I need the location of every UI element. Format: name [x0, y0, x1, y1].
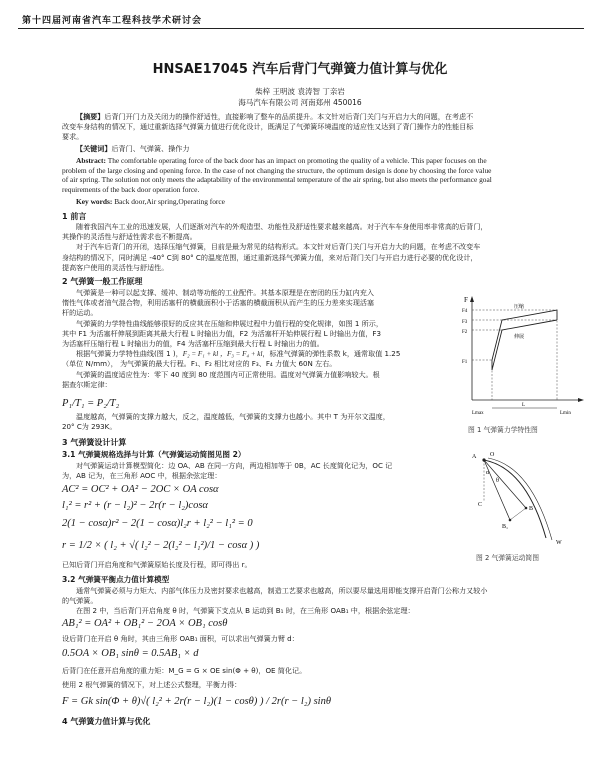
- abstract-cn-line: 后背门开门力及关闭力的操作舒适性，直接影响了整车的品质提升。本文针对后背门关门与开启力大的问题，在考虑不: [104, 112, 474, 121]
- fig1-label-lmax: Lmax: [472, 411, 484, 416]
- formula-inline: F₂ = F₁ + kl ，F₃ = F₄ + kl: [182, 350, 263, 359]
- equation-2: l₁² = r² + (r − l₂)² − 2r(r − l₂)cosα: [62, 500, 208, 511]
- fig1-compression-curve: [492, 310, 557, 360]
- keywords-en: [76, 197, 225, 207]
- abstract-cn-label: 【摘要】: [76, 112, 105, 121]
- fig2-label-b1: B₁: [502, 524, 509, 530]
- equation-3: 2(1 − cosα)r² − 2(1 − cosα)l₂r + l₂² − l₁² = 0: [62, 518, 253, 529]
- fig1-x-arrow: [578, 398, 584, 402]
- abstract-en-line: problem of the large closing and opening force. In the case of not changing the structure, the optimum design is done by choosing the force value: [62, 165, 492, 175]
- keywords-cn-label: 【关键词】: [76, 144, 112, 153]
- body-line: 对于汽车后背门的开闭，选择压缩气弹簧，目前是最为常见的结构形式。本文针对后背门关门与开启力大的问题，在考虑不改变车: [76, 242, 481, 252]
- fig1-label-l: L: [522, 403, 526, 408]
- keywords-cn-text: 后背门、气弹簧、操作力: [111, 144, 190, 153]
- fig1-label-f2: F2: [462, 330, 468, 335]
- abstract-cn-line: 要求。: [62, 132, 84, 142]
- fig1-label-f4: F4: [462, 309, 468, 314]
- fig2-label-b: B: [529, 506, 534, 512]
- abstract-cn-line: 改变车身结构的情况下，通过重新选择气弹簧力值进行优化设计，既满足了气弹簧环境温度的适应性又达到了背门操作力的性能目标: [62, 122, 474, 132]
- body-line: 20° C为 293K。: [62, 422, 117, 432]
- body-line: 的气弹簧。: [62, 596, 98, 606]
- body-line: 据查尔斯定律：: [62, 379, 112, 389]
- keywords-cn: [76, 144, 190, 154]
- figure-1-caption: 图 1 气弹簧力学特性图: [468, 426, 538, 434]
- fig2-point: [525, 507, 528, 510]
- keywords-en-text: Back door,Air spring,Operating force: [114, 197, 225, 206]
- fig2-pivot: [482, 458, 485, 461]
- equation-7: F = Gk sin(Φ + θ)√( l₂² + 2r(r − l₂)(1 − cosθ) ) / 2r(r − l₂) sinθ: [62, 696, 331, 707]
- fig2-point: [509, 519, 512, 522]
- fig2-label-theta: θ: [496, 478, 499, 484]
- section-3-1-body: [62, 461, 462, 481]
- fig1-y-arrow: [470, 296, 474, 302]
- formula-line: [62, 349, 457, 359]
- equation-6: 0.5OA × OB₁ sinθ = 0.5AB₁ × d: [62, 648, 199, 659]
- body-line: 杆的运动。: [62, 308, 98, 318]
- section-3-heading: 3 气弹簧设计计算: [62, 438, 127, 447]
- body-line: 通常气弹簧必须与力矩大、内部气体压力及密封要求也越高，制造工艺要求也越高，所以要尽量选用即能支撑开启背门公称力又较小: [76, 586, 488, 595]
- arm-length-note: 设后背门在开启 θ 角时，其由三角形 OAB₁ 面积，可以求出气弹簧力臂 d：: [62, 634, 299, 643]
- fig2-guide: [510, 508, 526, 520]
- section-1-heading: 1 前言: [62, 212, 87, 221]
- fig1-label-compress: 压缩: [514, 304, 525, 310]
- author-list: 柴梓 王明波 袁涛智 丁亲岩: [255, 87, 345, 96]
- equation-4: r = 1/2 × ( l₂ + √( l₂² − 2(l₂² − l₁²)/1 − cosα ) ): [62, 540, 260, 551]
- section-3-1-heading: 3.1 气弹簧规格选择与计算（气弹簧运动简图见图 2）: [62, 450, 246, 459]
- affiliation: 海马汽车有限公司 河南郑州 450016: [238, 98, 362, 107]
- figure-1-force-curve: [462, 290, 588, 418]
- section-2-heading: 2 气弹簧一般工作原理: [62, 277, 143, 286]
- fig2-label-alpha: α: [486, 470, 490, 476]
- charles-law-equation: P₁/T₁ = P₂/T₂: [62, 398, 120, 409]
- section-3-2-heading: 3.2 气弹簧平衡点力值计算模型: [62, 575, 170, 584]
- abstract-cn: [62, 112, 582, 143]
- body-line: 在图 2 中，当后背门开启角度 θ 时，气弹簧下支点从 B 运动到 B₁ 时，在三角形 OAB₁ 中，根据余弦定理：: [76, 606, 415, 616]
- header-rule: [18, 28, 584, 29]
- equation-4-note: 已知后背门开启角度和气弹簧原始长度及行程，即可得出 r。: [62, 560, 252, 569]
- formula-post: ，标准气弹簧的弹性系数 k，通常取值 1.25: [262, 349, 401, 359]
- body-line: 气弹簧的力学特性曲线能够很好的反应其在压缩和伸展过程中力值行程的变化规律，如图 1 所示，: [76, 318, 383, 328]
- body-line: 温度越高，气弹簧的支撑力越大，反之，温度越低，气弹簧的支撑力也越小。其中 T 为开尔文温度，: [76, 412, 390, 421]
- fig2-strut: [484, 460, 526, 508]
- paper-title: HNSAE17045 汽车后背门气弹簧力值计算与优化: [152, 62, 448, 77]
- balance-note: 使用 2 根气弹簧的情况下，对上述公式整理，平衡力得：: [62, 680, 242, 689]
- section-1-body: [62, 222, 587, 273]
- fig1-extension-curve: [492, 320, 557, 370]
- figure-2-caption: 图 2 气弹簧运动简图: [476, 554, 540, 562]
- fig1-label-lmin: Lmin: [560, 411, 571, 416]
- section-3-2-body: [62, 586, 587, 617]
- body-line: 其操作的灵活性与舒适性需求也不断提高。: [62, 232, 197, 242]
- abstract-en-label: Abstract:: [76, 156, 106, 165]
- fig1-label-f3: F3: [462, 320, 468, 325]
- section-4-heading: 4 气弹簧力值计算与优化: [62, 717, 151, 726]
- section-2-tail: [62, 412, 462, 432]
- body-line: 气弹簧的温度适应性为：零下 40 度到 80 度范围内可正常使用。温度对气弹簧力值影响较大。根: [76, 369, 380, 379]
- fig2-label-c: C: [478, 502, 483, 508]
- body-line: 气弹簧是一种可以起支撑、缓冲、制动等功能的工业配件。其基本原理是在密闭的压力缸内充入: [76, 288, 374, 297]
- equation-1: AC² = OC² + OA² − 2OC × OA cosα: [62, 484, 219, 495]
- body-line: 惰性气体或者油气混合物，利用活塞杆的横截面积小于活塞的横截面积从而产生的压力差来实现活塞: [62, 298, 375, 308]
- body-line: 为活塞杆压缩行程 L 时输出力的值，F4 为活塞杆压缩到最大行程 L 时输出力的值。: [62, 339, 324, 349]
- fig1-label-extend: 伸展: [514, 334, 525, 340]
- body-line: 随着我国汽车工业的迅速发展，人们逐渐对汽车的外观造型、功能性及舒适性要求越来越高。对于汽车车身使用率非常高的后背门，: [76, 222, 488, 231]
- keywords-en-label: Key words:: [76, 197, 113, 206]
- formula-pre: 根据气弹簧力学特性曲线(图 1 )，: [76, 349, 183, 359]
- journal-header: 第十四届河南省汽车工程科技学术研讨会: [22, 16, 203, 26]
- section-2-body: [62, 288, 457, 390]
- fig1-label-f: F: [464, 296, 468, 304]
- fig2-label-a: A: [472, 454, 477, 460]
- abstract-en-line: of air spring. The solution not only meets the adaptability of the environmental temperature of the air spring, but also meets the performance goal: [62, 175, 492, 185]
- fig2-label-w: W: [556, 540, 562, 546]
- equation-5: AB₁² = OA² + OB₁² − 2OA × OB₁ cosθ: [62, 618, 228, 629]
- body-line: （单位 N/mm）， 为气弹簧的最大行程。F₁、F₂ 相比对应的 F₃、F₄ 力值大 60N 左右。: [62, 359, 337, 369]
- abstract-en-line: The comfortable operating force of the back door has an impact on promoting the quality of a vehicle. This paper focuses on the: [107, 156, 487, 165]
- body-line: 身结构的情况下，同时满足 -40° C到 80° C的温度范围，通过重新选择气弹簧力值，来对后背门关门与开启力进行必要的优化设计，: [62, 252, 478, 262]
- gravity-moment-note: 后背门在任意开启角度的重力矩：M_G = G × OE sin(Φ + θ)，OE 简化记。: [62, 666, 307, 675]
- body-line: 其中 F1 为活塞杆伸展到距离其最大行程 L 时输出力值，F2 为活塞杆开始伸展行程 L 时输出力值，F3: [62, 328, 382, 338]
- fig2-label-o: O: [490, 452, 495, 458]
- body-line: 提高客户使用的灵活性与舒适性。: [62, 262, 169, 272]
- body-line: 对气弹簧运动计算模型简化：边 OA、AB 在同一方向，两边相加等于 0B，AC 长度简化记为，OC 记: [76, 461, 393, 470]
- figure-2-motion-diagram: [466, 448, 588, 548]
- abstract-en: [62, 156, 587, 194]
- abstract-en-line: requirements of the back door operation force.: [62, 184, 200, 194]
- body-line: 为，AB 记为，在三角形 AOC 中，根据余弦定理：: [62, 471, 222, 481]
- fig1-label-f1: F1: [462, 360, 468, 365]
